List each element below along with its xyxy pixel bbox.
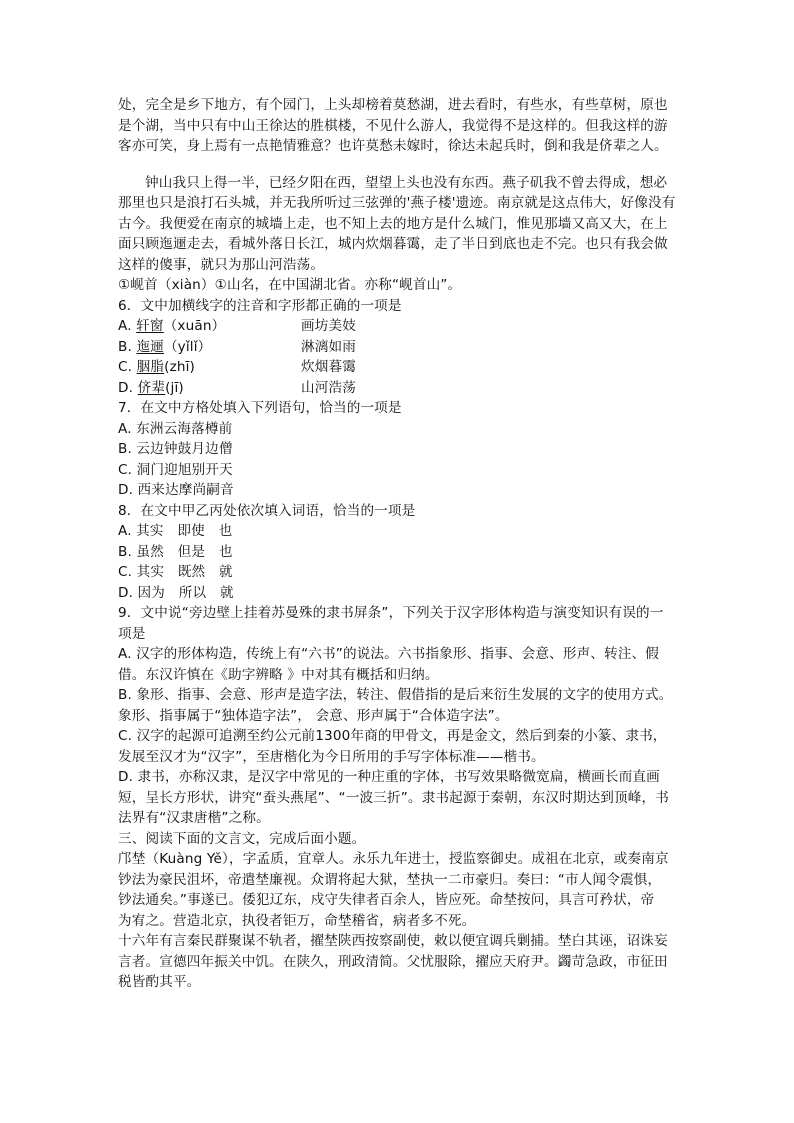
passage-top (118, 95, 678, 157)
classical-text-line: 言者。宣德四年振关中饥。在陕久，刑政清简。父忧服除，擢应天府尹。蠲苛急政，市征田 (118, 953, 668, 970)
option-label: C. (118, 359, 133, 375)
question-stem: 9．文中说“旁边壁上挂着苏曼殊的隶书屏条”，下列关于汉字形体构造与演变知识有误的一 (118, 605, 664, 621)
option-d: D. 西来达摩尚嗣音 (118, 482, 234, 498)
classical-text-line: 邝埜（Kuàng Yě），字孟质，宜章人。永乐九年进士，授监察御史。成祖在北京，或奏南京 (118, 851, 669, 867)
option-a (118, 316, 678, 337)
section-3 (118, 829, 678, 993)
question-stem: 项是 (118, 625, 146, 642)
option-b: B. 云边钟鼓月边僧 (118, 441, 233, 457)
section-heading: 三、阅读下面的文言文，完成后面小题。 (118, 830, 366, 847)
question-6 (118, 296, 678, 399)
option-a: A. 其实 即使 也 (118, 523, 233, 539)
pinyin-note: （yǐlǐ） (163, 338, 212, 355)
passage-line: 面只顾迤逦走去，看城外落日长江，城内炊烟暮霭，走了半日到底也走不完。也只有我会做 (118, 236, 668, 252)
option-d: D. 因为 所以 就 (118, 584, 234, 601)
question-7 (118, 398, 678, 501)
passage-line: 古今。我便爱在南京的城墙上走，也不知上去的地方是什么城门，惟见那墙又高又大，在上 (118, 215, 668, 232)
option-d (118, 378, 678, 399)
option-b (118, 337, 678, 358)
option-phrase: 炊烟暮霭 (301, 359, 356, 375)
option-line: C. 汉字的起源可追溯至约公元前1300年商的甲骨文，再是金文，然后到秦的小篆、隶书， (118, 728, 667, 744)
option-label: D. (118, 379, 134, 396)
option-b: B. 虽然 但是 也 (118, 543, 233, 560)
option-phrase: 淋漓如雨 (301, 338, 356, 355)
passage-line: 钟山我只上得一半，已经夕阳在西，望望上头也没有东西。燕子矶我不曾去得成，想必 (145, 174, 668, 191)
question-stem: 8．在文中甲乙丙处依次填入词语，恰当的一项是 (118, 502, 416, 519)
paragraph-gap (118, 157, 678, 173)
classical-text-line: 钞法通矣。”事遂已。倭犯辽东，戍守失律者百余人，皆应死。命埜按问，具言可矜状，帝 (118, 892, 655, 908)
option-line: 象形、指事属于“独体造字法”， 会意、形声属于“合体造字法”。 (118, 707, 509, 724)
question-8 (118, 501, 678, 604)
option-line: D. 隶书，亦称汉隶，是汉字中常见的一种庄重的字体，书写效果略微宽扁，横画长而直画 (118, 769, 660, 785)
classical-text-line: 十六年有言秦民群聚谋不轨者，擢埜陕西按察副使，敕以便宜调兵剿捕。埜白其诬，诏诛妄 (118, 933, 668, 949)
footnote: ①岘首（xiàn）①山名，在中国湖北省。亦称“岘首山”。 (118, 277, 462, 293)
underlined-word: 轩窗 (136, 318, 164, 334)
pinyin-note: （xuān） (163, 318, 226, 334)
underlined-word: 侪辈 (137, 379, 166, 396)
option-a: A. 东洲云海落樽前 (118, 420, 233, 437)
passage-line: 这样的傻事，就只为那山河浩荡。 (118, 256, 325, 273)
passage-second (118, 173, 678, 276)
classical-text-line: 税皆酌其平。 (118, 974, 201, 990)
classical-text-line: 为宥之。营造北京，执役者钜万，命埜稽省，病者多不死。 (118, 912, 476, 929)
option-c (118, 357, 678, 378)
classical-text-line: 钞法为豪民沮坏，帝遣埜廉视。众谓将起大狱，埜执一二市豪归。奏曰：“市人闻令震惧， (118, 871, 662, 888)
option-phrase: 画坊美妓 (301, 318, 356, 334)
exam-page (118, 95, 678, 993)
underlined-word: 迤逦 (136, 338, 164, 355)
option-label: B. (118, 338, 132, 355)
option-line: B. 象形、指事、会意、形声是造字法，转注、假借指的是后来衍生发展的文字的使用方式。 (118, 687, 673, 703)
passage-line: 那里也只是浪打石头城，并无我所听过三弦弹的'燕子楼'遗迹。南京就是这点伟大，好像没有 (118, 195, 676, 211)
pinyin-note: (jī) (165, 379, 184, 396)
question-stem: 7．在文中方格处填入下列语句，恰当的一项是 (118, 400, 402, 416)
passage-line: 处，完全是乡下地方，有个园门，上头却榜着莫愁湖，进去看时，有些水，有些草树，原也 (118, 97, 668, 113)
question-9 (118, 603, 678, 829)
option-line: A. 汉字的形体构造，传统上有“六书”的说法。六书指象形、指事、会意、形声、转注、假 (118, 646, 660, 662)
underlined-word: 胭脂 (136, 359, 165, 375)
option-c: C. 洞门迎旭别开天 (118, 461, 233, 478)
option-line: 借。东汉许慎在《助字辨略 》中对其有概括和归纳。 (118, 666, 439, 683)
option-line: 短，呈长方形状，讲究“蚕头燕尾”、“一波三折”。隶书起源于秦朝，东汉时期达到顶峰，书 (118, 789, 670, 806)
passage-line: 客亦可笑，身上焉有一点艳情雅意？也许莫愁未嫁时，徐达未起兵时，倒和我是侪辈之人。 (118, 138, 668, 154)
option-label: A. (118, 318, 132, 334)
option-phrase: 山河浩荡 (301, 379, 356, 396)
pinyin-note: (zhī) (164, 359, 195, 375)
option-c: C. 其实 既然 就 (118, 564, 233, 580)
passage-line: 是个湖，当中只有中山王徐达的胜棋楼，不见什么游人，我觉得不是这样的。但我这样的游 (118, 117, 668, 134)
option-line: 发展至汉才为“汉字”，至唐楷化为今日所用的手写字体标准——楷书。 (118, 748, 545, 765)
question-stem: 6．文中加横线字的注音和字形都正确的一项是 (118, 297, 402, 314)
option-line: 法界有“汉隶唐楷”之称。 (118, 810, 270, 826)
